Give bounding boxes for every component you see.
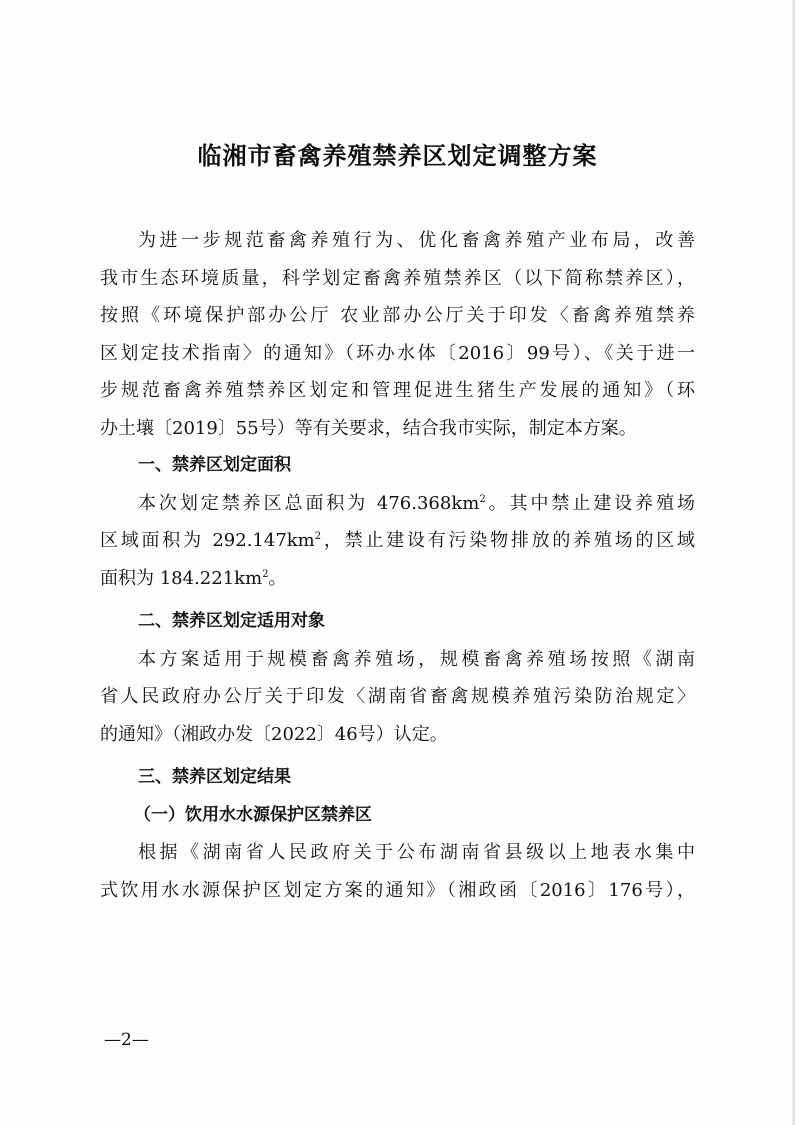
results-line: 式饮用水水源保护区划定方案的通知》（湘政函〔2016〕176号）， [100,879,695,901]
area-line [100,485,695,523]
scope-line: 本方案适用于规模畜禽养殖场，规模畜禽养殖场按照《湖南 [138,648,695,670]
intro-line: 为进一步规范畜禽养殖行为、优化畜禽养殖产业布局，改善 [138,230,695,251]
area-total-text: 本次划定禁养区总面积为 476.368km [138,492,480,514]
area-line [100,560,695,598]
intro-line: 办土壤〔2019〕55号）等有关要求，结合我市实际，制定本方案。 [100,417,637,439]
area-pollution-text: 面积为 184.221km [100,567,263,589]
intro-line: 区划定技术指南〉的通知》（环办水体〔2016〕99号）、《关于进一 [100,342,695,364]
area-paragraph [100,485,695,598]
section-heading-scope: 二、禁养区划定适用对象 [138,611,325,631]
results-paragraph [100,834,695,909]
section-heading-area: 一、禁养区划定面积 [138,455,291,475]
area-prohibited-text: 区域面积为 292.147km [100,530,315,551]
scope-line: 的通知》（湘政办发〔2022〕46号）认定。 [100,723,448,745]
intro-line: 按照《环境保护部办公厅 农业部办公厅关于印发〈畜禽养殖禁养 [100,305,695,326]
page-number: —2— [104,1030,149,1050]
document-body [100,222,695,909]
intro-line: 我市生态环境质量，科学划定畜禽养殖禁养区（以下简称禁养区）， [100,267,695,289]
document-title: 临湘市畜禽养殖禁养区划定调整方案 [197,142,598,170]
scope-paragraph [100,641,695,754]
superscript: 2 [479,493,486,505]
superscript: 2 [262,568,269,580]
scope-line: 省人民政府办公厅关于印发〈湖南省畜禽规模养殖污染防治规定〉 [100,686,695,707]
subsection-heading-water-source: （一）饮用水水源保护区禁养区 [134,804,372,825]
intro-line: 步规范畜禽养殖禁养区划定和管理促进生猪生产发展的通知》（环 [100,380,695,401]
area-total-suffix: 。其中禁止建设养殖场 [485,492,695,514]
intro-paragraph [100,222,695,447]
area-line [100,522,695,560]
section-heading-results: 三、禁养区划定结果 [138,767,291,787]
results-line: 根据《湖南省人民政府关于公布湖南省县级以上地表水集中 [138,842,695,863]
area-pollution-suffix: 。 [268,567,287,589]
superscript: 2 [314,531,322,542]
area-prohibited-suffix: ，禁止建设有污染物排放的养殖场的区域 [321,530,696,551]
